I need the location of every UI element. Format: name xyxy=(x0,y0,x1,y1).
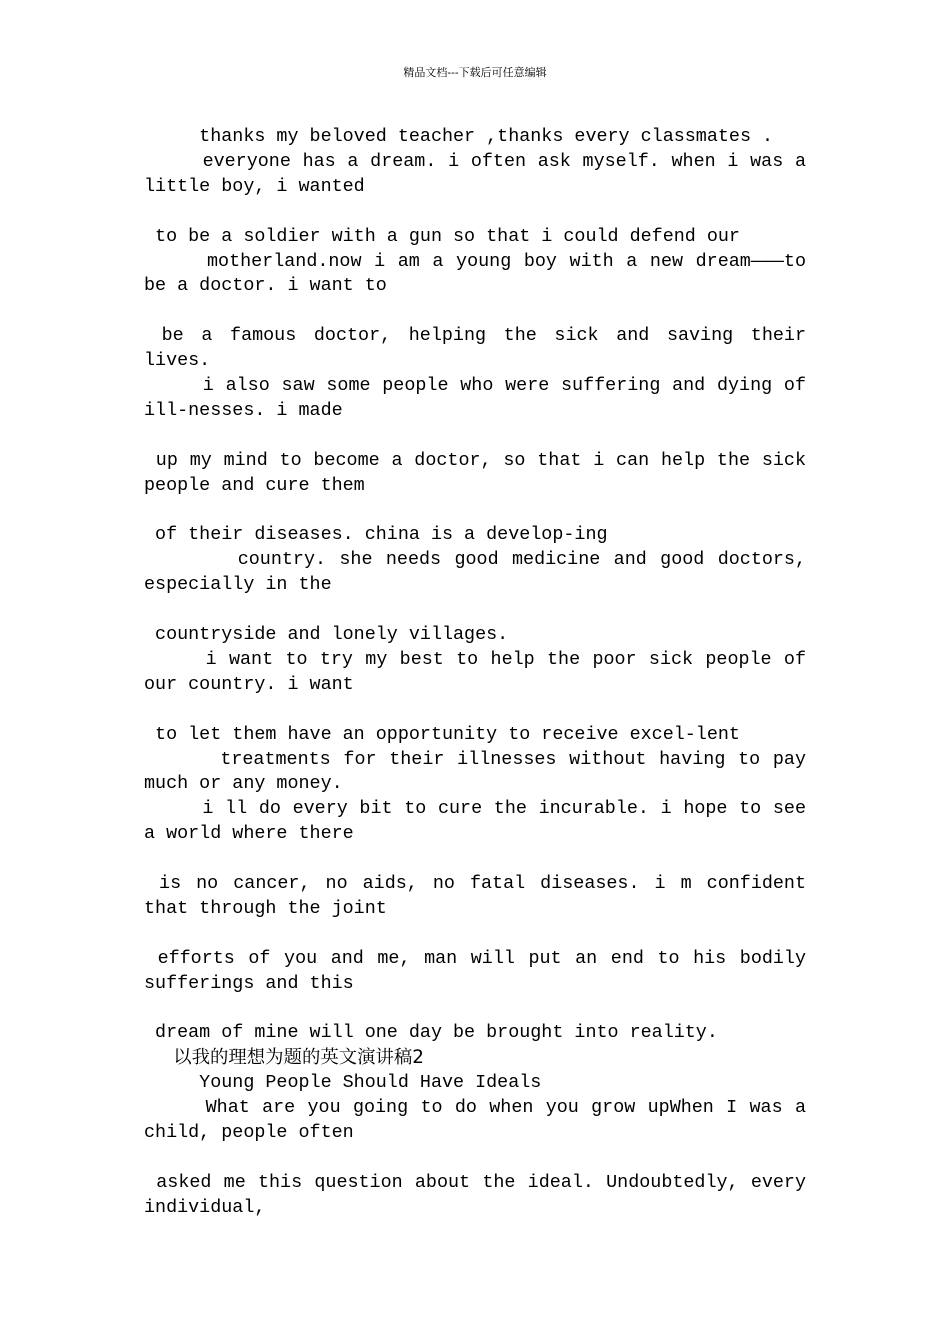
header-text: 精品文档---下载后可任意编辑 xyxy=(403,66,547,79)
text-line: i ll do every bit to cure the incurable. i hope to see xyxy=(144,798,806,820)
blank-line xyxy=(144,1146,806,1171)
text-line: a world where there xyxy=(144,823,354,845)
page-header xyxy=(0,66,950,80)
text-line: to let them have an opportunity to receive excel-lent xyxy=(144,723,740,745)
text-line: people and cure them xyxy=(144,474,365,496)
text-line: i want to try my best to help the poor sick people of xyxy=(144,648,806,670)
text-line: i also saw some people who were suffering and dying of xyxy=(144,375,806,397)
text-line: is no cancer, no aids, no fatal diseases. i m confident xyxy=(144,873,806,895)
text-line: lives. xyxy=(144,350,211,372)
text-line: be a famous doctor, helping the sick and saving their xyxy=(144,325,806,347)
text-line: much or any money. xyxy=(144,773,343,795)
text-line: motherland.now i am a young boy with a new dream———to xyxy=(144,250,806,272)
blank-line xyxy=(144,847,806,872)
text-line: sufferings and this xyxy=(144,972,354,994)
section-heading: 以我的理想为题的英文演讲稿2 xyxy=(144,1047,425,1069)
text-line: countryside and lonely villages. xyxy=(144,624,509,646)
section-title: Young People Should Have Ideals xyxy=(144,1072,542,1094)
text-line: that through the joint xyxy=(144,897,387,919)
text-line: thanks my beloved teacher ,thanks every classmates . xyxy=(144,126,774,147)
text-line: everyone has a dream. i often ask myself. when i was a xyxy=(144,150,806,172)
text-line: individual, xyxy=(144,1196,266,1218)
text-line: little boy, i wanted xyxy=(144,175,365,197)
blank-line xyxy=(144,299,806,324)
blank-line xyxy=(144,200,806,225)
text-line: to be a soldier with a gun so that i could defend our xyxy=(144,225,740,247)
text-line: be a doctor. i want to xyxy=(144,275,387,297)
blank-line xyxy=(144,499,806,524)
blank-line xyxy=(144,598,806,623)
text-line: our country. i want xyxy=(144,673,354,695)
text-line: child, people often xyxy=(144,1122,354,1144)
blank-line xyxy=(144,997,806,1022)
text-line: treatments for their illnesses without having to pay xyxy=(144,748,806,770)
text-line: especially in the xyxy=(144,574,332,596)
text-line: of their diseases. china is a develop-ing xyxy=(144,524,608,546)
text-line: What are you going to do when you grow upWhen I was a xyxy=(144,1097,806,1119)
document-body xyxy=(144,125,806,1221)
blank-line xyxy=(144,424,806,449)
text-line: efforts of you and me, man will put an end to his bodily xyxy=(144,947,806,969)
blank-line xyxy=(144,698,806,723)
blank-line xyxy=(144,922,806,947)
text-line: asked me this question about the ideal. Undoubtedly, every xyxy=(144,1171,806,1193)
text-line: dream of mine will one day be brought into reality. xyxy=(144,1022,718,1044)
text-line: country. she needs good medicine and good doctors, xyxy=(144,549,806,571)
text-line: up my mind to become a doctor, so that i can help the sick xyxy=(144,449,806,471)
text-line: ill-nesses. i made xyxy=(144,399,343,421)
